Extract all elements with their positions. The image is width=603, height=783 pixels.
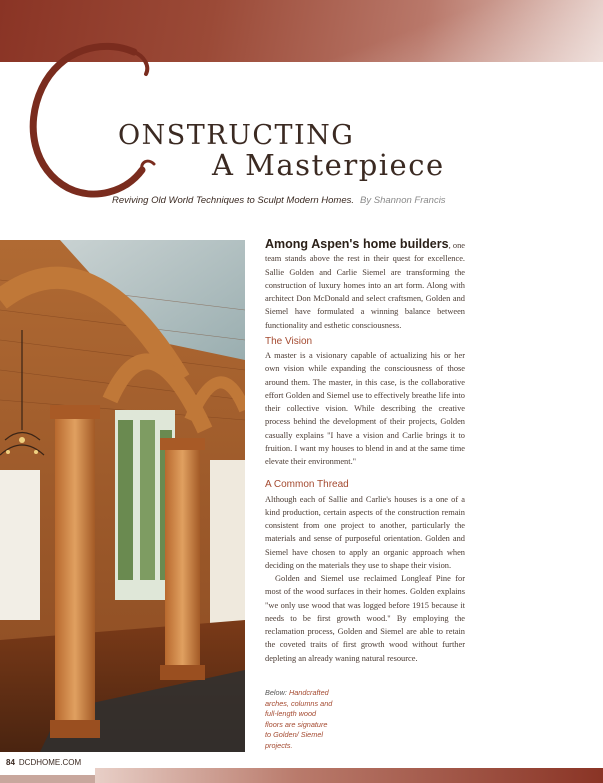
section-heading-vision: The Vision <box>265 335 313 347</box>
lead-heading: Among Aspen's home builders <box>265 237 449 251</box>
vision-paragraph: A master is a visionary capable of actualizing his or her own vision while expanding the consciousness of those around them. The master, in this case, is the collaborative effort Golden and Siemel use to effectively breathe life into their collective vision. While describing the creative process behind the development of their projects, Golden casually explains "I have a vision and Carlie brings it to fruition. I want my houses to blend in and at the same time elevate their environment." <box>265 351 465 466</box>
bottom-decorative-band <box>95 768 603 783</box>
interior-photo <box>0 240 245 752</box>
subtitle <box>112 195 446 206</box>
section-heading-common-thread: A Common Thread <box>265 479 349 491</box>
photo-caption <box>265 688 335 751</box>
page-folio <box>6 758 81 767</box>
article-column <box>265 238 465 665</box>
site-name: DCDHOME.COM <box>18 758 82 767</box>
subtitle-text: Reviving Old World Techniques to Sculpt Modern Homes. <box>112 195 355 206</box>
lead-paragraph <box>265 238 465 332</box>
common-thread-paragraph-2: Golden and Siemel use reclaimed Longleaf Pine for most of the wood surfaces in their homes. Golden explains "we only use wood that was logged before 1915 because it needs to be first growth wood." By employing the reclamation process, Golden and Siemel are able to retain the coveted traits of first growth wood without further depleting an already waning natural resource. <box>265 574 465 663</box>
caption-lead: Below: <box>265 688 287 697</box>
band-sheen <box>303 0 603 62</box>
lead-text: , one team stands above the rest in their quest for excellence. Sallie Golden and Carlie Siemel are transforming the construction of luxury homes into an art form. Along with architect Don McDonald and select craftsmen, Golden and Siemel have formulated a winning balance between functionality and esthetic consciousness. <box>265 241 465 330</box>
common-thread-paragraph-1: Although each of Sallie and Carlie's houses is a one of a kind production, certain aspects of the construction remain consistent from one project to another, particularly the materials and sense of purposeful orientation. Golden and Siemel have chosen to apply an organic approach when deciding on the materials they use to shape their vision. <box>265 494 465 570</box>
bottom-band-left <box>0 775 95 783</box>
page-number: 84 <box>6 758 15 767</box>
title-line-1: ONSTRUCTING <box>118 120 355 151</box>
title-line-2: A Masterpiece <box>212 148 445 182</box>
caption-text: Handcrafted arches, columns and full-length wood floors are signature to Golden/ Siemel projects. <box>265 688 333 750</box>
byline: By Shannon Francis <box>360 195 446 206</box>
